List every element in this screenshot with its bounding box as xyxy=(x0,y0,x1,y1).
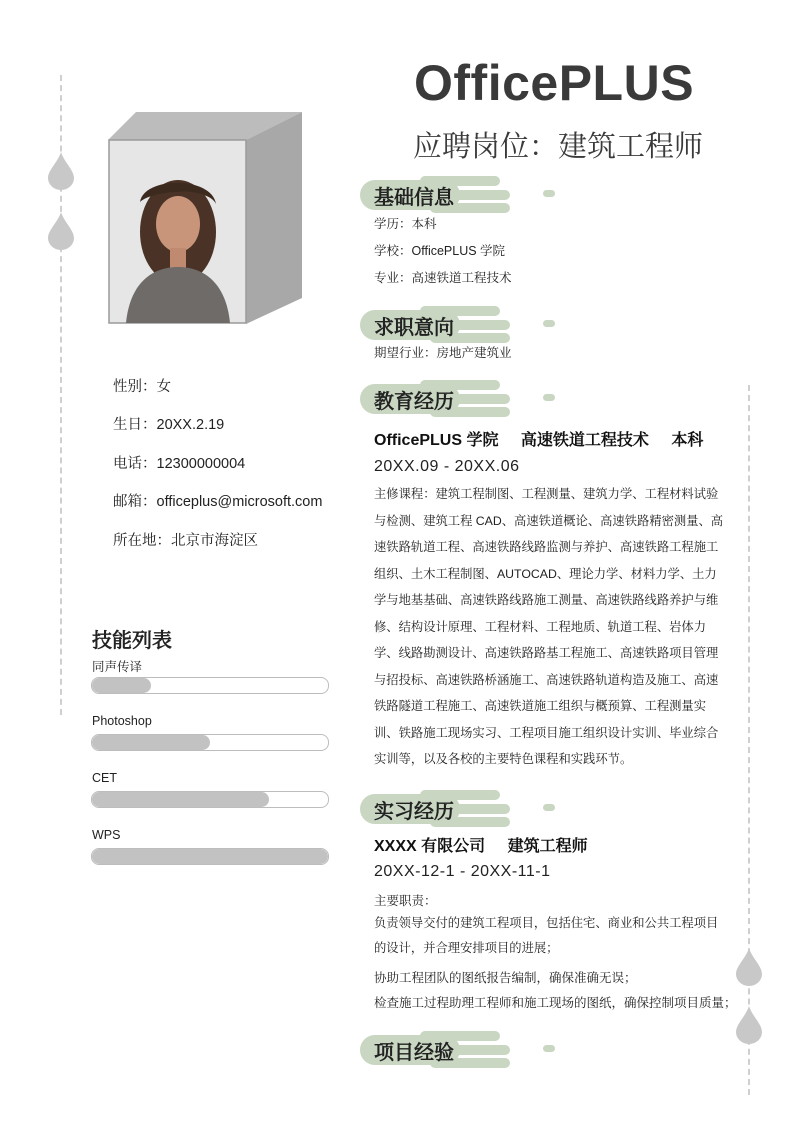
skill-level-bar xyxy=(91,791,329,808)
education-school: OfficePLUS 学院 xyxy=(374,432,499,449)
internship-company: XXXX 有限公司 xyxy=(374,838,486,855)
birth-field: 生日：20XX.2.19 xyxy=(113,417,225,433)
skill-level-bar xyxy=(91,734,329,751)
education-date: 20XX.09 - 20XX.06 xyxy=(374,458,520,475)
skill-level-fill xyxy=(92,678,151,693)
education-major: 高速铁道工程技术 xyxy=(520,432,649,449)
section-title: 基础信息 xyxy=(374,187,454,209)
left-drop-icon-1 xyxy=(48,152,74,190)
section-header-internship xyxy=(360,786,520,834)
right-drop-icon-1 xyxy=(736,948,762,986)
section-title: 实习经历 xyxy=(374,801,454,823)
basic-school: 学校：OfficePLUS 学院 xyxy=(374,244,506,258)
education-degree: 本科 xyxy=(671,432,704,449)
internship-duty-1: 负责领导交付的建筑工程项目，包括住宅、商业和公共工程项目的设计，并合理安排项目的进展； xyxy=(374,916,719,955)
resume-name: OfficePLUS xyxy=(414,55,695,111)
email-field: 邮箱：officeplus@microsoft.com xyxy=(113,494,323,510)
section-header-project xyxy=(360,1027,520,1075)
internship-date: 20XX-12-1 - 20XX-11-1 xyxy=(374,863,551,880)
photo-frame xyxy=(108,112,304,326)
section-header-basic xyxy=(360,172,520,220)
skill-level-fill xyxy=(92,792,269,807)
phone-field: 电话：12300000004 xyxy=(113,456,246,472)
internship-duties-label: 主要职责： xyxy=(374,894,437,908)
internship-duty-2: 协助工程团队的图纸报告编制，确保准确无误； xyxy=(374,971,637,985)
education-heading xyxy=(374,427,721,450)
section-title: 项目经验 xyxy=(374,1042,454,1064)
gender-field: 性别：女 xyxy=(113,379,171,395)
intent-industry: 期望行业：房地产建筑业 xyxy=(374,346,512,360)
basic-education: 学历：本科 xyxy=(374,217,437,231)
section-title: 求职意向 xyxy=(374,317,454,339)
internship-position: 建筑工程师 xyxy=(507,838,588,855)
skill-level-fill xyxy=(92,735,210,750)
location-field: 所在地：北京市海淀区 xyxy=(113,533,258,549)
skill-level-bar xyxy=(91,677,329,694)
basic-major: 专业：高速铁道工程技术 xyxy=(374,271,512,285)
education-courses: 主修课程：建筑工程制图、工程测量、建筑力学、工程材料试验与检测、建筑工程 CAD、高速铁道概论、高速铁路精密测量、高速铁路轨道工程、高速铁路线路监测与养护、高速铁路工程施工组织、土木工程制图、AUTOCAD、理论力学、材料力学、土力学与地基基础、高速铁路线路施工测量、高速铁路线路养护与维修、结构设计原理、工程材料、工程地质、轨道工程、岩体力学、线路勘测设计、高速铁路路基工程施工、高速铁路项目管理与招投标、高速铁路桥涵施工、高速铁路轨道构造及施工、高速铁路隧道工程施工、高速铁道施工组织与概预算、工程测量实训、铁路施工现场实习、工程项目施工组织设计实训、毕业综合实训等，以及各校的主要特色课程和实践环节。 xyxy=(374,487,724,766)
section-title: 教育经历 xyxy=(374,391,454,413)
section-header-education xyxy=(360,376,520,424)
internship-duty-3: 检查施工过程助理工程师和施工现场的图纸，确保控制项目质量； xyxy=(374,996,737,1010)
job-title: 应聘岗位：建筑工程师 xyxy=(413,131,704,163)
skill-name: 同声传译 xyxy=(92,660,143,674)
right-drop-icon-2 xyxy=(736,1006,762,1044)
skill-name: Photoshop xyxy=(92,714,152,728)
right-dashed-line xyxy=(748,385,750,1095)
skill-level-fill xyxy=(92,849,328,864)
internship-heading xyxy=(374,833,606,856)
skill-name: WPS xyxy=(92,828,121,842)
skill-level-bar xyxy=(91,848,329,865)
skill-name: CET xyxy=(92,771,117,785)
skills-title: 技能列表 xyxy=(92,630,172,652)
left-drop-icon-2 xyxy=(48,212,74,250)
